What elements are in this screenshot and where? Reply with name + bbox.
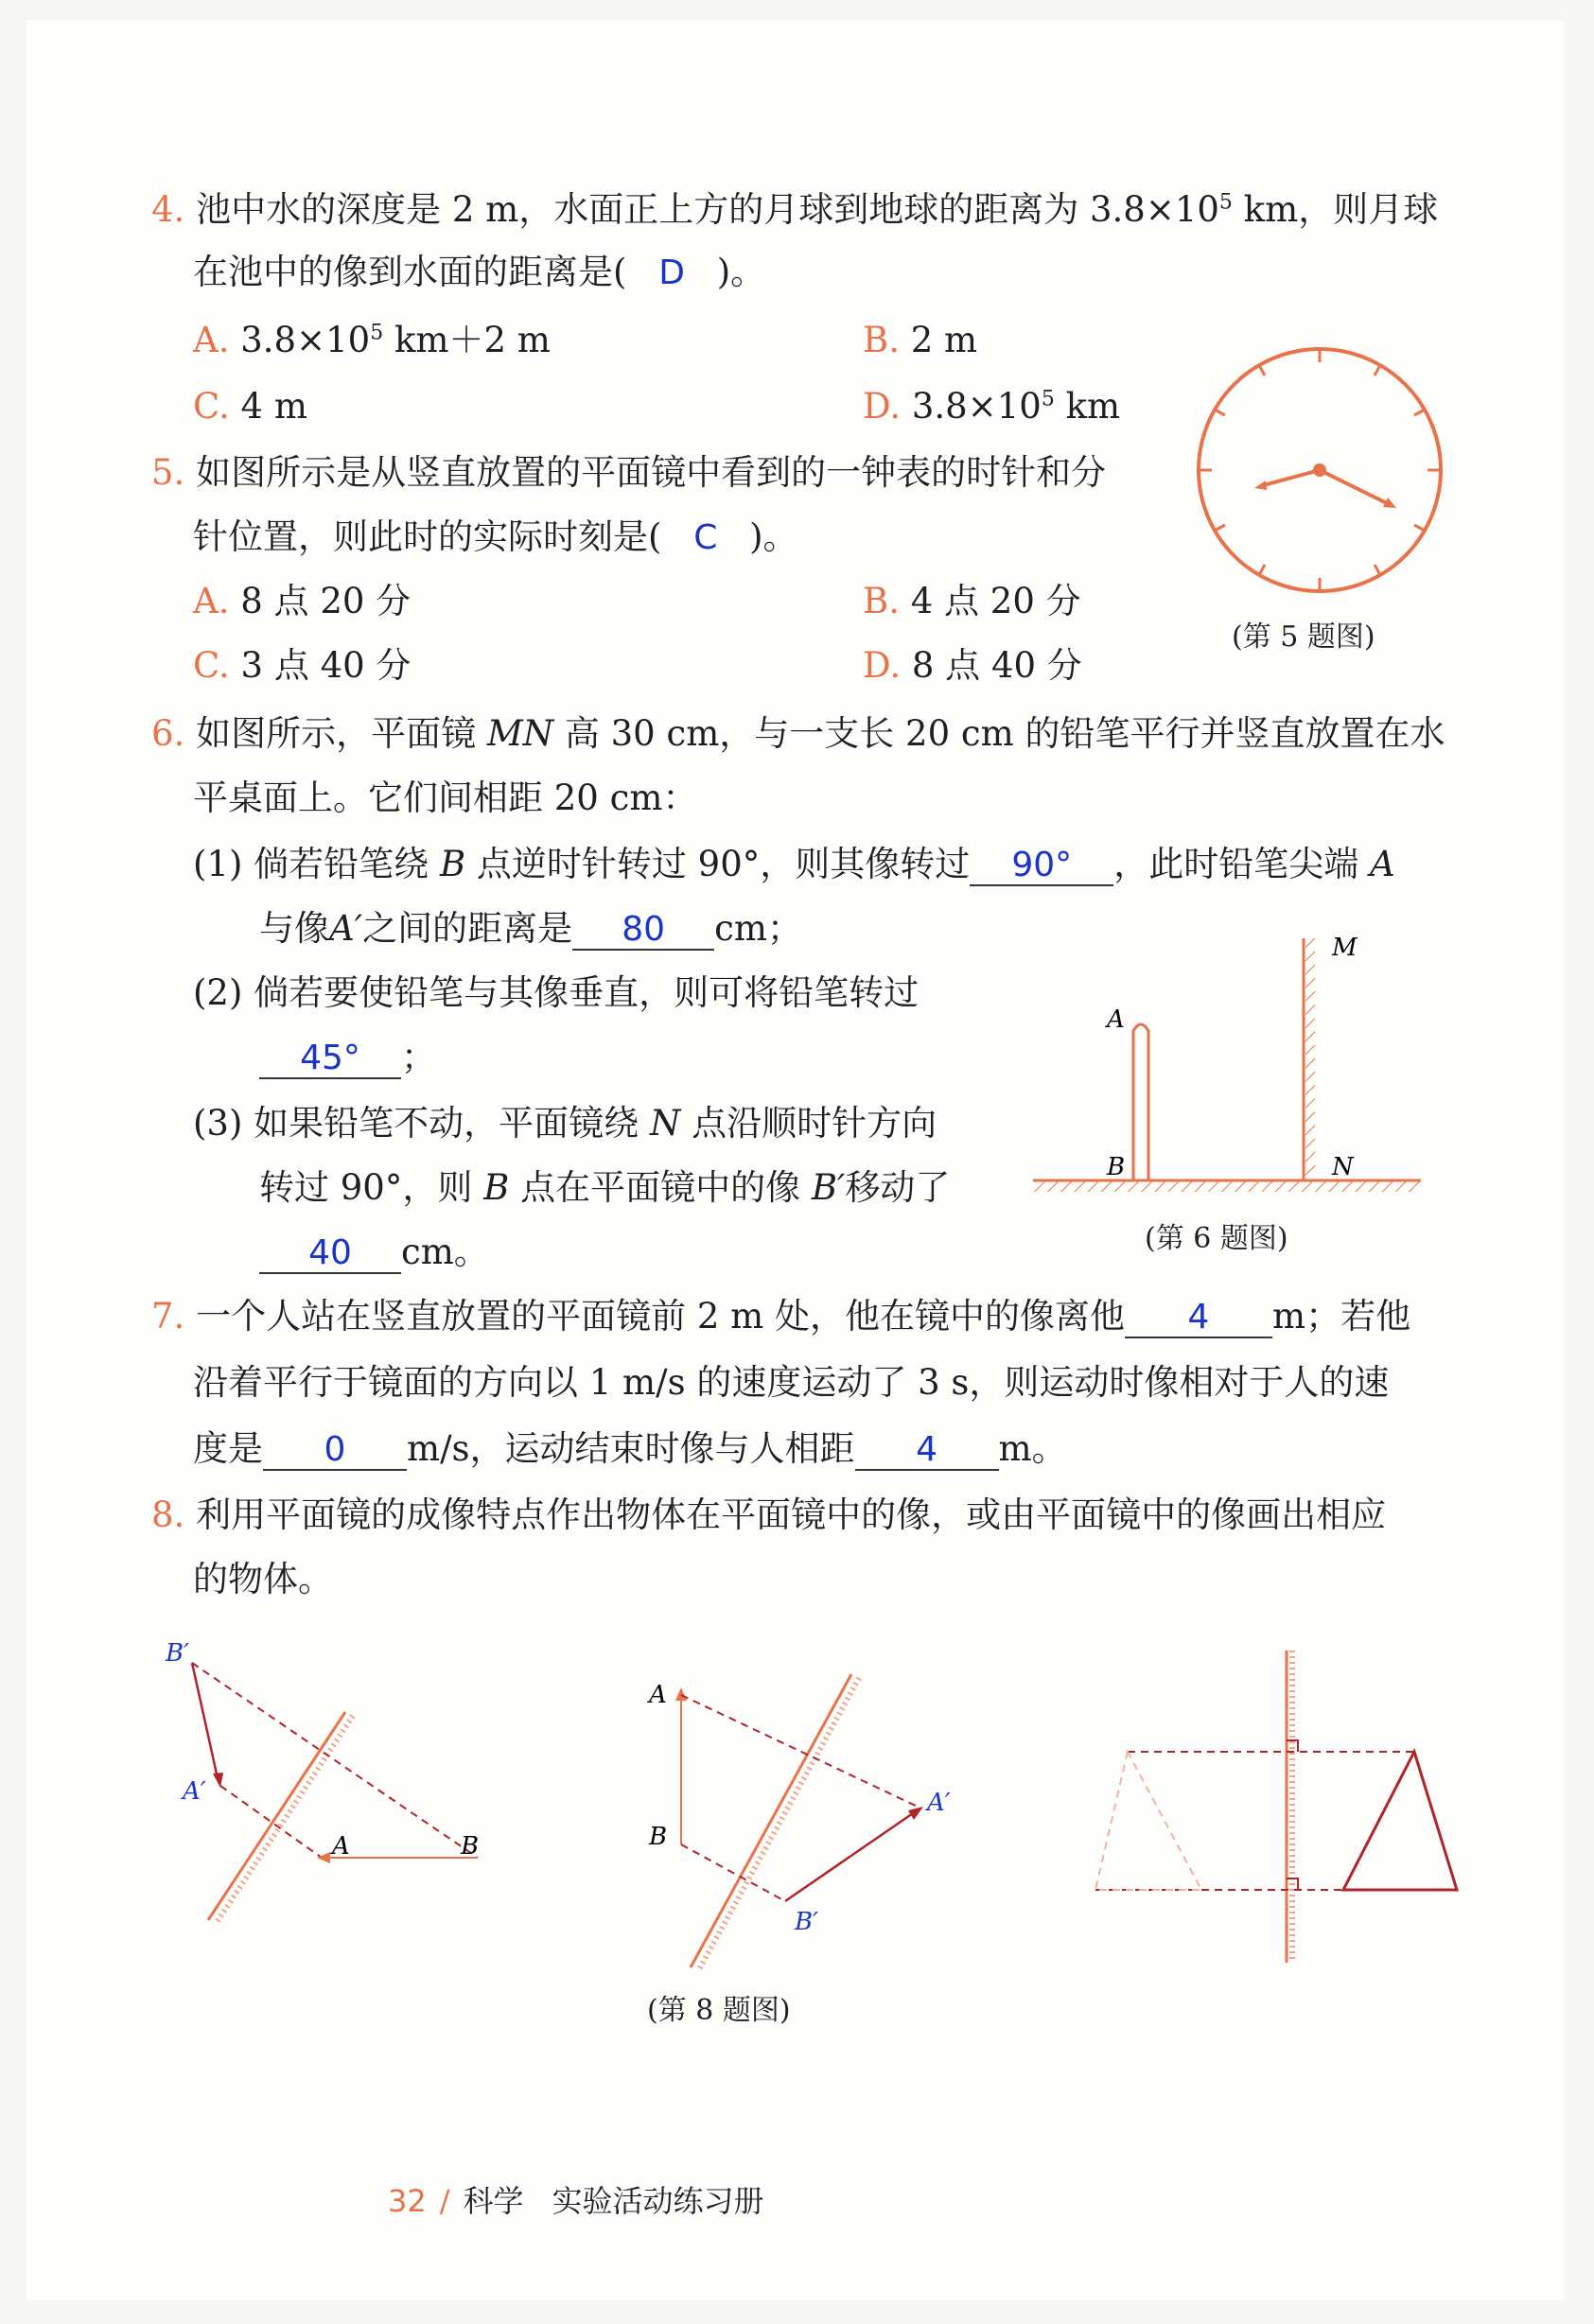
footer-subject: 科学 (463, 2183, 524, 2219)
q6-number: 6. (151, 713, 185, 754)
label-a: A (649, 1681, 667, 1709)
image-arrowhead (213, 1773, 223, 1788)
q6-part1-answer2: 80 (572, 911, 714, 951)
q7-answer3: 4 (855, 1431, 999, 1471)
mirror-hatching (1305, 938, 1315, 1180)
q5-option-b: B. 4 点 20 分 (863, 581, 1081, 621)
mirror-line (691, 1674, 851, 1967)
label-a-prime: A′ (183, 1777, 206, 1806)
label-n: N (1332, 1153, 1354, 1181)
q7-line1: 7. 一个人站在竖直放置的平面镜前 2 m 处，他在镜中的像离他 4 m；若他 (151, 1296, 1411, 1337)
image-arrowhead (908, 1807, 923, 1820)
label-m: M (1332, 934, 1358, 962)
q6-mirror-figure (1031, 927, 1428, 1201)
q4-answer: D (658, 253, 685, 292)
q6-part2-answer: 45° (259, 1040, 401, 1079)
image-ab (192, 1663, 218, 1778)
q6-part2-line2: 45° ； (259, 1035, 436, 1080)
label-b: B (649, 1823, 668, 1851)
q4-number: 4. (151, 189, 185, 230)
construction-line-aa (681, 1695, 918, 1807)
label-a-prime: A′ (927, 1789, 951, 1817)
table-hatching (1033, 1180, 1421, 1192)
q6-part2-line1: (2) 倘若要使铅笔与其像垂直，则可将铅笔转过 (193, 972, 920, 1013)
q5-line1: 5. 如图所示是从竖直放置的平面镜中看到的一钟表的时针和分 (151, 452, 1107, 493)
q7-answer1: 4 (1125, 1299, 1272, 1338)
page-footer (388, 2177, 764, 2221)
construction-line-aa (220, 1786, 322, 1858)
drawn-object-triangle (1095, 1752, 1201, 1890)
image-ab (785, 1811, 916, 1901)
hour-hand-arrow (1254, 481, 1267, 490)
clock-hour-hand (1260, 470, 1320, 486)
object-arrowhead (675, 1687, 687, 1701)
q5-answer: C (693, 518, 718, 557)
q5-option-d: D. 8 点 40 分 (863, 645, 1082, 686)
q8-figure-1 (156, 1627, 497, 1930)
q5-clock-figure (1192, 342, 1447, 598)
q8-line1: 8. 利用平面镜的成像特点作出物体在平面镜中的像，或由平面镜中的像画出相应 (151, 1494, 1387, 1535)
q6-part1-line2: 与像A′之间的距离是 80 cm； (259, 908, 802, 949)
mirror-line (208, 1712, 345, 1920)
footer-separator: / (439, 2183, 450, 2219)
clock-center (1313, 463, 1326, 477)
q4-option-d: D. $3.8\times 10^5$ km (863, 386, 1121, 427)
q7-answer2: 0 (263, 1431, 407, 1471)
q4-option-b: B. 2 m (863, 320, 978, 360)
q5-number: 5. (151, 452, 185, 493)
q6-part1-line1: (1) 倘若铅笔绕 B 点逆时针转过 90°，则其像转过 90° ，此时铅笔尖端 A (193, 844, 1395, 884)
q4-line2: 在池中的像到水面的距离是( D )。 (193, 252, 766, 292)
q6-part1-answer1: 90° (970, 847, 1113, 886)
construction-line-bb (192, 1663, 478, 1858)
q8-line2: 的物体。 (193, 1559, 333, 1599)
q5-option-a: A. 8 点 20 分 (193, 581, 412, 621)
q7-line3: 度是 0 m/s，运动结束时像与人相距 4 m。 (193, 1428, 1067, 1469)
label-b: B (1107, 1153, 1126, 1181)
q7-line2: 沿着平行于镜面的方向以 1 m/s 的速度运动了 3 s，则运动时像相对于人的速 (193, 1362, 1390, 1403)
label-a: A (1107, 1005, 1125, 1034)
q5-option-c: C. 3 点 40 分 (193, 645, 412, 686)
q7-number: 7. (151, 1296, 185, 1337)
clock-minute-hand (1320, 470, 1391, 505)
q4-option-a: A. $3.8\times 10^5$ km＋2 m (193, 320, 551, 360)
q6-line2: 平桌面上。它们间相距 20 cm： (193, 778, 698, 818)
q5-line2: 针位置，则此时的实际时刻是( C )。 (193, 516, 798, 557)
q4-option-c: C. 4 m (193, 386, 307, 427)
label-b-prime: B′ (795, 1908, 819, 1936)
label-b: B (461, 1832, 480, 1861)
q8-number: 8. (151, 1494, 185, 1535)
q5-caption: (第 5 题图) (1232, 620, 1375, 654)
q6-part3-line1: (3) 如果铅笔不动，平面镜绕 N 点沿顺时针方向 (193, 1103, 937, 1144)
q8-caption: (第 8 题图) (647, 1994, 791, 2027)
q4-line1: 4. 池中水的深度是 2 m，水面正上方的月球到地球的距离为 $3.8\times 10^5$ km，则月球 (151, 189, 1439, 230)
mirror-hatching (216, 1716, 353, 1924)
page-number: 32 (388, 2183, 427, 2219)
q8-figure-3 (1088, 1646, 1466, 1967)
label-b-prime: B′ (166, 1639, 190, 1668)
image-triangle (1343, 1752, 1457, 1890)
q6-line1: 6. 如图所示，平面镜 MN 高 30 cm，与一支长 20 cm 的铅笔平行并竖直放置在水 (151, 713, 1445, 754)
pencil (1133, 1024, 1148, 1180)
q6-part3-answer: 40 (259, 1234, 401, 1274)
object-arrowhead (317, 1852, 330, 1863)
q6-caption: (第 6 题图) (1145, 1222, 1288, 1255)
label-a: A (332, 1832, 350, 1861)
q6-part3-line3: 40 cm。 (259, 1230, 489, 1275)
footer-book-title: 实验活动练习册 (552, 2183, 764, 2219)
mirror-hatching (698, 1678, 859, 1971)
q8-figure-2 (643, 1655, 965, 1977)
q6-part3-line2: 转过 90°，则 B 点在平面镜中的像 B′移动了 (259, 1167, 951, 1208)
